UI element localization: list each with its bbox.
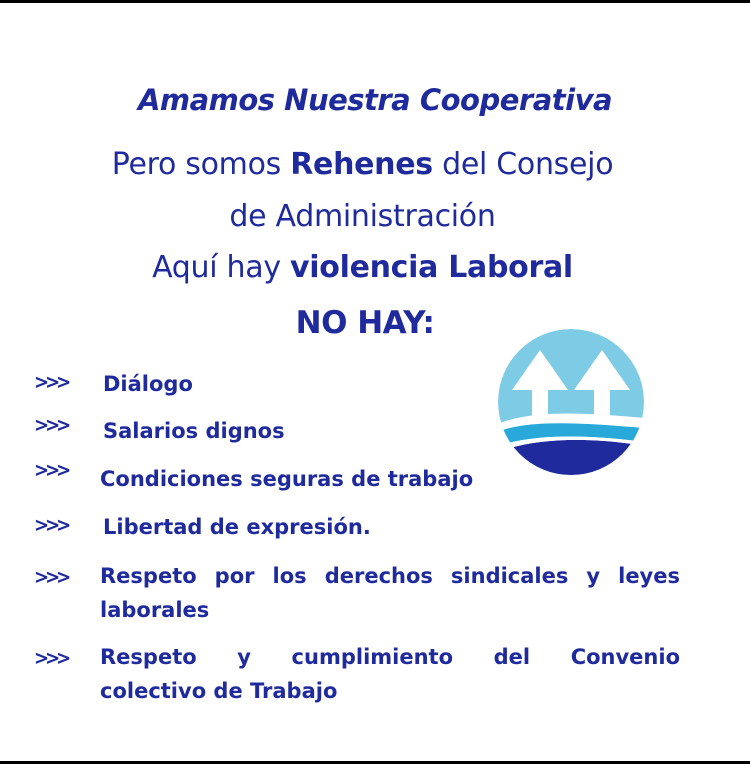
list-item-text-continued: laborales (100, 598, 210, 622)
list-item-text-continued: colectivo de Trabajo (100, 679, 338, 703)
statement-line-1-start: Pero somos (111, 147, 291, 182)
headline: Amamos Nuestra Cooperativa (137, 83, 613, 117)
statement-line-1-end: del Consejo (432, 147, 614, 182)
bullet-arrows-icon: >>> (34, 413, 68, 438)
bullet-arrows-icon: >>> (34, 646, 68, 671)
statement-line-3-bold: violencia Laboral (290, 250, 573, 285)
list-item-text: Salarios dignos (103, 419, 285, 443)
bullet-arrows-icon: >>> (34, 565, 68, 590)
bullet-arrows-icon: >>> (34, 370, 68, 395)
statement-line-1-bold: Rehenes (290, 147, 433, 182)
list-item-text: Diálogo (103, 372, 193, 396)
list-item-text: Condiciones seguras de trabajo (100, 467, 474, 491)
list-heading: NO HAY: (295, 305, 435, 341)
statement-line-2: de Administración (229, 199, 496, 234)
bullet-arrows-icon: >>> (34, 458, 68, 483)
list-item-text: Respeto por los derechos sindicales y leyes (100, 564, 680, 588)
cooperative-logo-icon (497, 328, 645, 476)
statement-line-1 (0, 147, 725, 182)
list-item-text: Libertad de expresión. (103, 515, 371, 539)
list-item-text: Respeto y cumplimiento del Convenio (100, 645, 680, 669)
statement-line-3-start: Aquí hay (152, 250, 291, 285)
bullet-arrows-icon: >>> (34, 513, 68, 538)
statement-line-3 (0, 250, 725, 285)
